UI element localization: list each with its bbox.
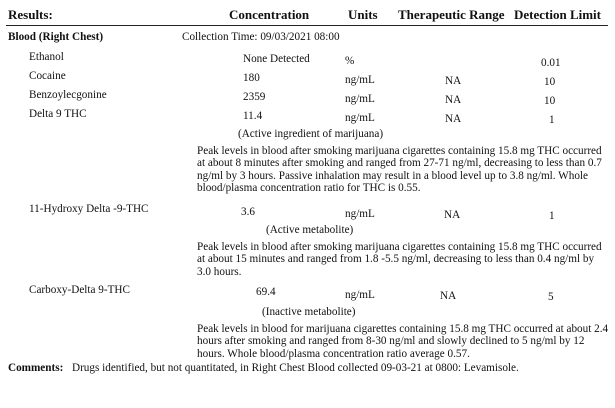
analyte-concentration: None Detected [243,53,310,65]
analyte-units: ng/mL [345,93,375,105]
specimen-label: Blood (Right Chest) [8,31,104,43]
analyte-concentration: 2359 [243,91,266,103]
analyte-detection-limit: 1 [549,210,555,222]
analyte-interpretation-note: Peak levels in blood after smoking marijuana cigarettes containing 15.8 mg THC occurred at about 15 minutes and ranged from 1.8 -5.5 ng/ml, decreasing to less than 0.4 ng/ml by 3.0 hours. [197,241,602,278]
analyte-therapeutic-range: NA [445,94,462,106]
header-divider [6,25,608,26]
analyte-name: Delta 9 THC [29,108,87,120]
analyte-subnote: (Active metabolite) [266,224,354,236]
results-heading: Results: [8,7,53,22]
analyte-interpretation-note: Peak levels in blood after smoking marijuana cigarettes containing 15.8 mg THC occurred at about 8 minutes after smoking and ranged from 27-71 ng/ml, decreasing to less than 0.7 ng/ml by 3 hours. Passive inhalation may result in a blood level up to 3.8 ng/ml. Whole blood/plasma concentration ratio for THC is 0.55. [197,145,602,195]
analyte-concentration: 180 [243,72,260,84]
analyte-therapeutic-range: NA [444,209,461,221]
analyte-therapeutic-range: NA [445,75,462,87]
analyte-interpretation-note: Peak levels in blood for marijuana cigarettes containing 15.8 mg THC occurred at about 2.4 hours after smoking and ranged from 8-30 ng/ml and slowly declined to 5 ng/ml by 12 hours. Whole blood/plasma concentration ratio average 0.57. [197,323,609,360]
analyte-name: Benzoylecgonine [29,89,107,101]
collection-time: Collection Time: 09/03/2021 08:00 [182,31,340,43]
analyte-subnote: (Active ingredient of marijuana) [238,128,384,140]
analyte-detection-limit: 1 [549,114,555,126]
analyte-units: ng/mL [345,74,375,86]
comments-text: Drugs identified, but not quantitated, in Right Chest Blood collected 09-03-21 at 0800: Levamisole. [72,362,519,374]
analyte-subnote: (Inactive metabolite) [262,306,356,318]
concentration-heading: Concentration [229,7,310,22]
analyte-units: ng/mL [345,289,375,301]
analyte-concentration: 11.4 [243,110,263,122]
analyte-name: Carboxy-Delta 9-THC [29,284,130,296]
analyte-detection-limit: 5 [548,291,554,303]
analyte-name: Cocaine [29,70,66,82]
analyte-units: ng/mL [345,208,375,220]
analyte-name: 11-Hydroxy Delta -9-THC [29,203,149,215]
detection-limit-heading: Detection Limit [514,7,602,22]
units-heading: Units [348,7,378,22]
analyte-concentration: 69.4 [256,286,276,298]
analyte-therapeutic-range: NA [445,113,462,125]
analyte-detection-limit: 10 [544,95,556,107]
analyte-detection-limit: 10 [544,76,556,88]
analyte-units: % [345,55,355,67]
analyte-name: Ethanol [29,51,64,63]
comments-label: Comments: [8,362,64,374]
analyte-units: ng/mL [345,112,375,124]
analyte-concentration: 3.6 [241,206,255,218]
therapeutic-range-heading: Therapeutic Range [398,7,505,22]
analyte-detection-limit: 0.01 [541,57,561,69]
analyte-therapeutic-range: NA [440,290,457,302]
